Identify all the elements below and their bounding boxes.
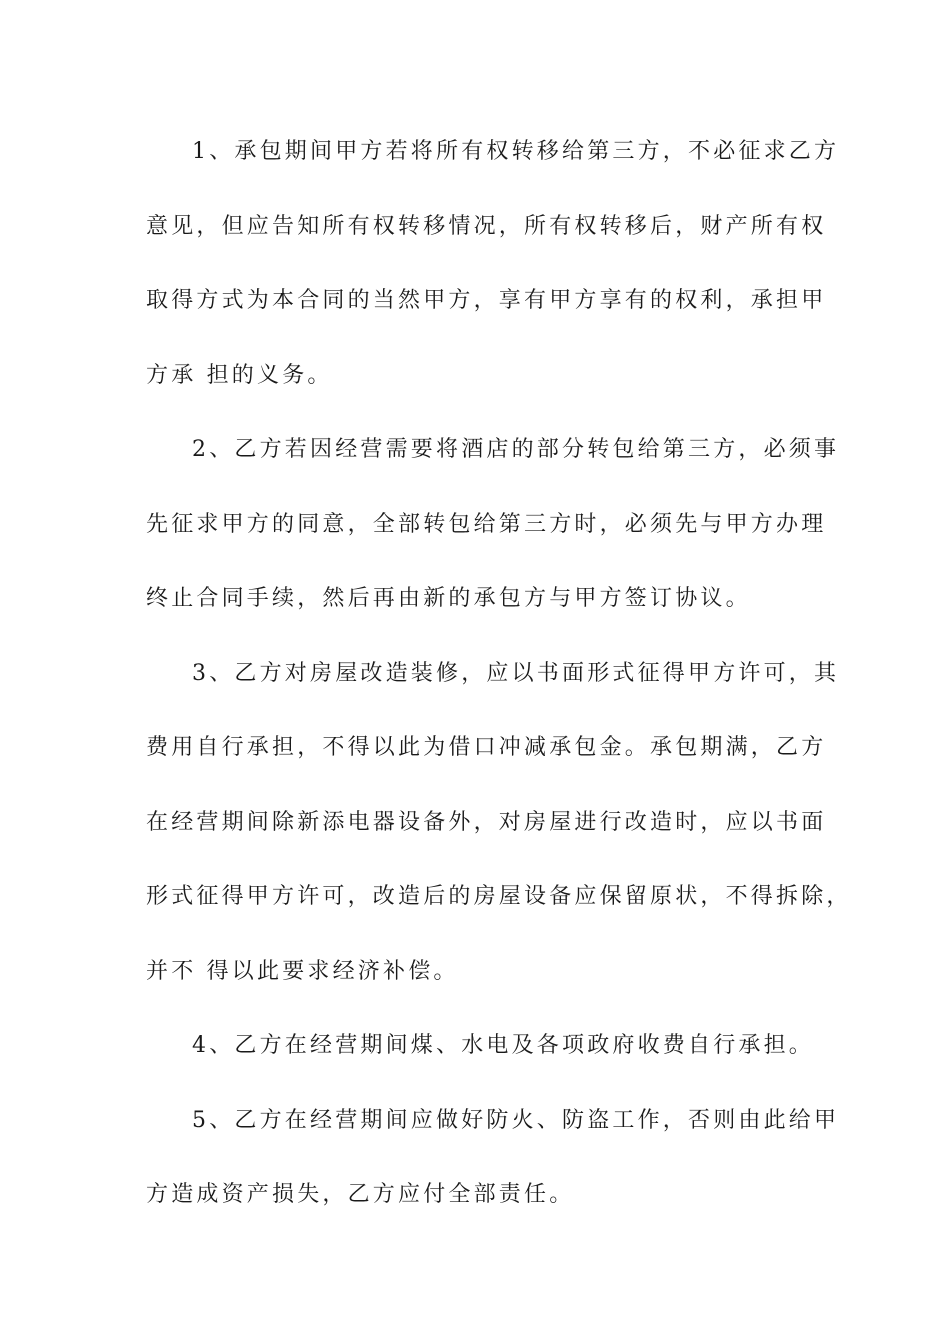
text-line: 先征求甲方的同意，全部转包给第三方时，必须先与甲方办理 [146,511,827,537]
text-line: 1、承包期间甲方若将所有权转移给第三方，不必征求乙方 [192,139,840,164]
text-line: 方造成资产损失，乙方应付全部责任。 [146,1182,575,1207]
text-line: 并不 得以此要求经济补偿。 [146,958,459,984]
paragraph-clause-1 [146,128,840,426]
text-line: 在经营期间除新添电器设备外，对房屋进行改造时，应以书面 [146,809,827,835]
text-line: 2、乙方若因经营需要将酒店的部分转包给第三方，必须事 [192,437,840,462]
text-line: 意见，但应告知所有权转移情况，所有权转移后，财产所有权 [146,213,827,239]
paragraph-clause-2 [146,426,840,650]
text-line: 费用自行承担，不得以此为借口冲减承包金。承包期满，乙方 [146,735,827,760]
text-line: 取得方式为本合同的当然甲方，享有甲方享有的权利，承担甲 [146,288,827,313]
text-line: 形式征得甲方许可，改造后的房屋设备应保留原状，不得拆除， [146,884,852,909]
text-line: 5、乙方在经营期间应做好防火、防盗工作，否则由此给甲 [192,1107,840,1133]
text-line: 4、乙方在经营期间煤、水电及各项政府收费自行承担。 [192,1033,814,1058]
paragraph-clause-5 [146,1097,840,1246]
paragraph-clause-3 [146,650,852,1023]
text-line: 方承 担的义务。 [146,362,333,388]
paragraph-clause-4 [146,1022,814,1097]
text-line: 3、乙方对房屋改造装修，应以书面形式征得甲方许可，其 [192,660,840,686]
document-body [146,128,852,1246]
text-line: 终止合同手续，然后再由新的承包方与甲方签订协议。 [146,586,751,611]
